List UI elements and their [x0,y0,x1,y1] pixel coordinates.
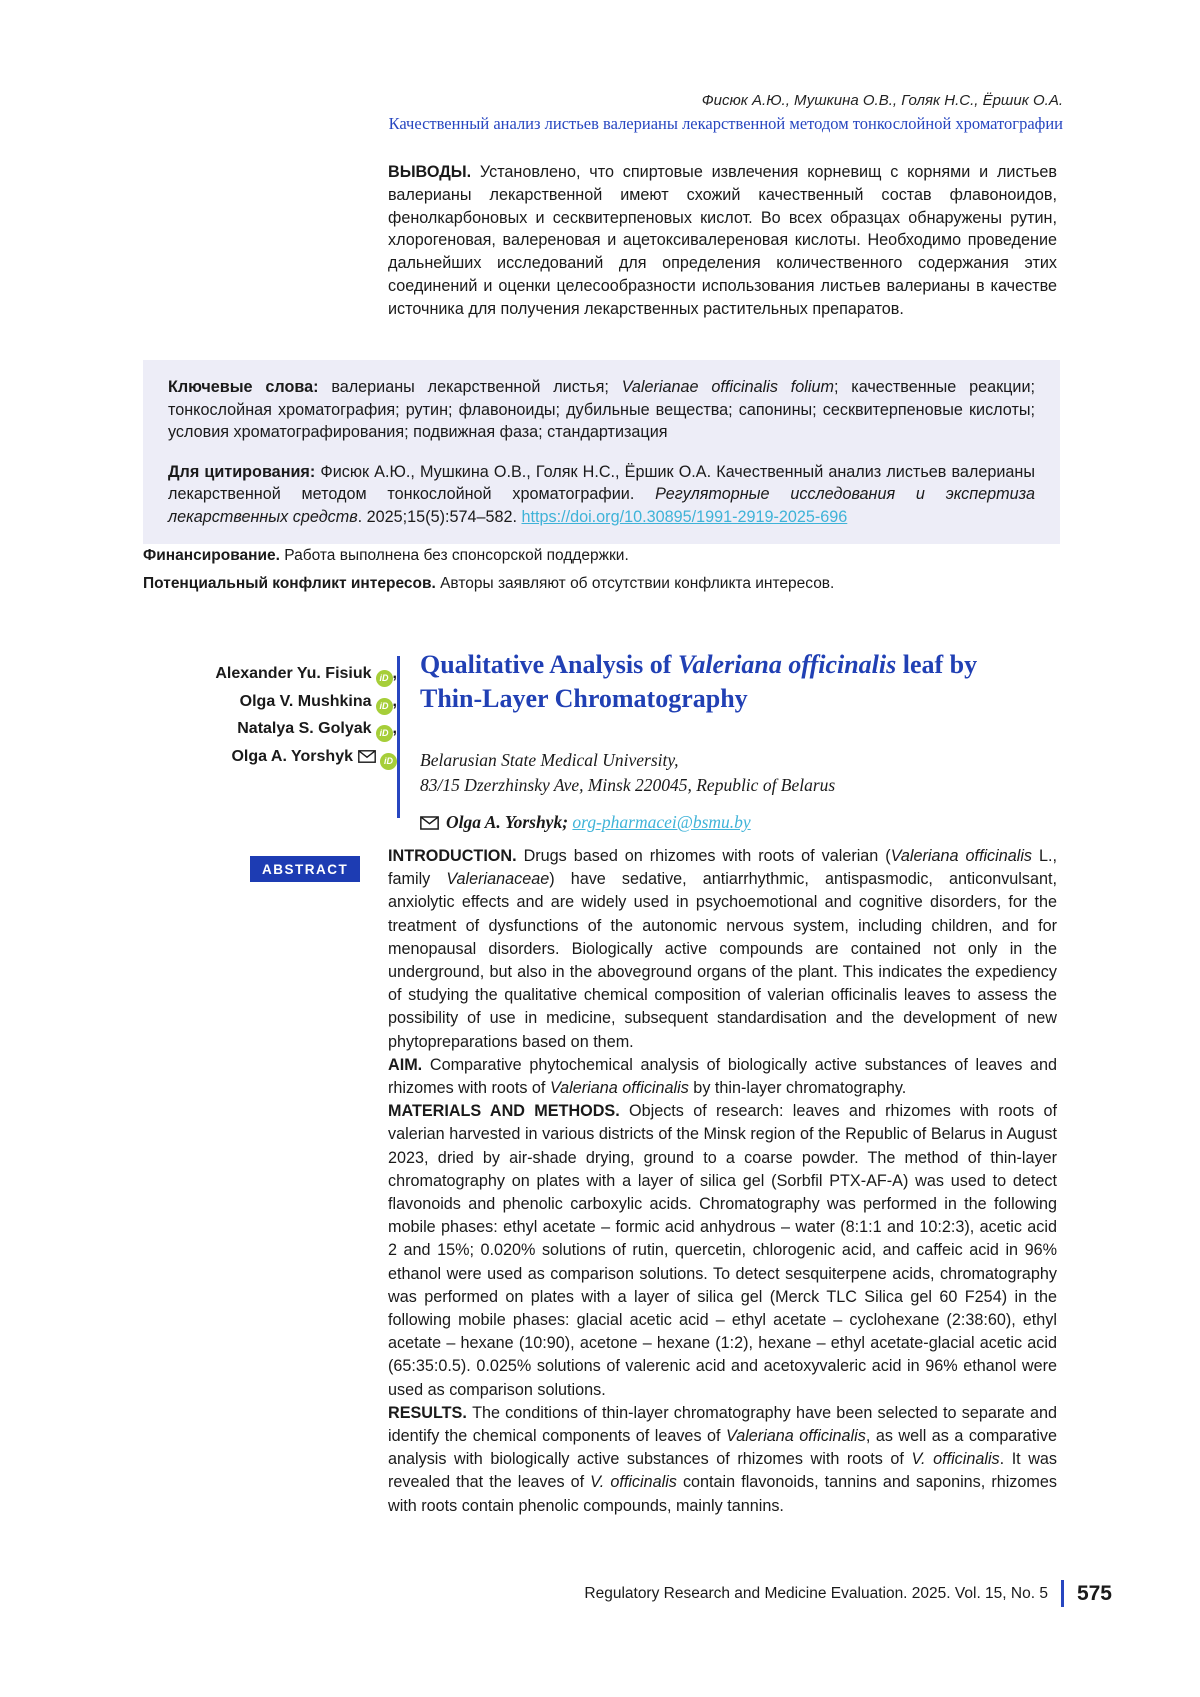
text-segment: Valeriana officinalis [726,1427,866,1446]
author-row [143,688,397,716]
keywords-paragraph [168,376,1035,444]
text-segment: by thin-layer chromatography. [688,1079,907,1098]
text-segment: Drugs based on rhizomes with roots of valerian ( [523,847,891,865]
text-segment: Работа выполнена без спонсорской поддержки. [284,547,629,564]
text-segment: Valerianaceae [446,870,550,889]
text-segment: Qualitative Analysis of [420,650,678,679]
running-head [143,92,1063,134]
author-name: Natalya S. Golyak [237,720,372,737]
abstract-results [388,1402,1057,1518]
email-link[interactable]: org-pharmacei@bsmu.by [572,812,751,832]
funding-conflict-block [143,545,1060,594]
text-segment: Регуляторные исследования и экспертиза лекарственных средств [168,485,1035,526]
author-row [143,660,397,688]
funding-line [143,545,1060,566]
orcid-icon[interactable]: iD [380,753,397,770]
affiliation [420,748,1020,797]
text-segment: AIM. [388,1055,430,1074]
text-segment: leaf by Thin-Layer Chromatography [420,650,978,713]
text-segment: Objects of research: leaves and rhizomes with roots of valerian harvested in various districts of the Minsk region of the Republic of Belarus in August 2023, dried by air-shade drying, ground to a coarse powder. The method of thin-layer chromatography on plates with a layer of silica gel (Sorbfil PTX-AF-A) was used to detect flavonoids and phenolic carboxylic acids. Chromatography was performed in the following mobile phases: ethyl acetate – formic acid anhydrous – water (8:1:1 and 10:2:3), acetic acid 2 and 15%; 0.020% solutions of rutin, quercetin, chlorogenic acid, and caffeic acid in 96% ethanol were used as comparison solutions. To detect sesquiterpene acids, chromatography was performed on plates with a layer of silica gel (Merck TLC Silica gel 60 F254) in the following mobile phases: glacial acetic acid – ethyl acetate – cyclohexane (2:38:60), ethyl acetate – hexane (10:90), acetone – hexane (1:2), hexane – ethyl acetate-glacial acetic acid (65:35:0.5). 0.025% solutions of valerenic acid and acetoxyvaleric acid in 96% ethanol were used as comparison solutions. [388,1102,1057,1399]
correspondence-line [420,812,1060,835]
author-name: Olga V. Mushkina [239,692,372,710]
text-segment: Valeriana officinalis [677,650,897,679]
text-segment: MATERIALS AND METHODS. [388,1102,630,1121]
abstract-badge: ABSTRACT [250,856,360,882]
affiliation-line: 83/15 Dzerzhinsky Ave, Minsk 220045, Republic of Belarus [420,774,836,795]
text-segment: валерианы лекарственной листья; [331,378,622,396]
text-segment: The conditions of thin-layer chromatography have been selected to separate and identify the chemical components of leaves of [388,1403,1057,1446]
correspondence-text [446,812,751,832]
author-separator: , [392,665,397,682]
text-segment: ВЫВОДЫ. [388,163,480,181]
orcid-icon[interactable]: iD [376,698,393,715]
orcid-icon[interactable]: iD [376,670,393,687]
envelope-icon [358,745,376,773]
abstract-introduction [388,845,1057,1054]
citation-paragraph [168,461,1035,529]
author-name: Olga A. Yorshyk [231,747,353,765]
author-name: Alexander Yu. Fisiuk [215,665,372,682]
footer-journal-info: Regulatory Research and Medicine Evaluation. 2025. Vol. 15, No. 5 [584,1584,1048,1602]
doi-link[interactable]: https://doi.org/10.30895/1991-2919-2025-696 [521,507,848,526]
running-head-title: Качественный анализ листьев валерианы лекарственной методом тонкослойной хроматографии [388,114,1063,133]
text-segment: RESULTS. [388,1403,473,1422]
article-title [420,648,1005,716]
author-separator: , [392,692,397,710]
correspondent-name: Olga A. Yorshyk; [446,812,573,832]
text-segment: Фисюк А.Ю., Мушкина О.В., Голяк Н.С., Ёршик О.А. Качественный анализ листьев валерианы лекарственной методом тонкослойной хроматографии. [168,462,1035,504]
text-segment: Потенциальный конфликт интересов. [143,575,441,592]
abstract-aim [388,1054,1057,1100]
text-segment: Comparative phytochemical analysis of biologically active substances of leaves and rhizomes with roots of [388,1055,1057,1098]
conflict-line [143,573,1060,594]
text-segment: contain flavonoids, tannins and saponins, rhizomes with roots contain phenolic compounds, mainly tannins. [388,1473,1057,1515]
page-number: 575 [1076,1581,1112,1605]
text-segment: Valerianae officinalis folium [621,378,834,396]
text-segment: L., family [388,847,1058,889]
orcid-icon[interactable]: iD [376,725,393,742]
text-segment: ) have sedative, antiarrhythmic, antispasmodic, anticonvulsant, anxiolytic effects and are widely used in psychoemotional and cognitive disorders, for the treatment of dysfunctions of the autonomic nervous system, including children, and for menopausal disorders. Biologically active compounds are contained not only in the underground, but also in the aboveground organs of the plant. This indicates the expediency of studying the qualitative chemical composition of valerian officinalis leaves to assess the possibility of use in medicine, subsequent standardisation and the development of new phytopreparations based on them. [388,870,1057,1051]
page-footer [584,1580,1112,1607]
text-segment: . 2025;15(5):574–582. [357,507,522,526]
author-list [143,660,397,772]
text-segment: V. officinalis [911,1450,1000,1469]
abstract-body [388,845,1057,1518]
author-row [143,743,397,773]
text-segment: ; качественные реакции; тонкослойная хроматография; рутин; флавоноиды; дубильные вещества; сапонины; сесквитерпеновые кислоты; условия хроматографирования; подвижная фаза; стандартизация [168,378,1036,442]
author-separator: , [392,720,397,737]
keywords-citation-block [143,360,1060,544]
affiliation-line: Belarusian State Medical University, [420,750,679,770]
text-segment: Установлено, что спиртовые извлечения корневищ с корнями и листьев валерианы лекарственной имеют схожий качественный состав флавоноидов, фенолкарбоновых и сесквитерпеновых кислот. Во всех образцах обнаружены рутин, хлорогеновая, валереновая и ацетоксивалереновая кислоты. Необходимо проведение дальнейших исследований для определения количественного содержания этих соединений и оценки целесообразности использования листьев валерианы в качестве источника для получения лекарственных растительных препаратов. [388,163,1057,318]
conclusions-paragraph-ru [388,161,1057,321]
text-segment: Авторы заявляют об отсутствии конфликта интересов. [440,575,835,592]
text-segment: Valeriana officinalis [890,847,1033,865]
abstract-materials-methods [388,1100,1057,1402]
text-segment: INTRODUCTION. [388,847,524,865]
running-head-authors: Фисюк А.Ю., Мушкина О.В., Голяк Н.С., Ёршик О.А. [701,92,1063,109]
text-segment: V. officinalis [590,1473,677,1492]
text-segment: Финансирование. [143,547,285,564]
envelope-icon [420,814,439,835]
text-segment: Ключевые слова: [168,378,332,396]
title-divider-rule [397,656,400,818]
text-segment: . It was revealed that the leaves of [388,1450,1058,1492]
author-row [143,715,397,743]
footer-divider-bar [1061,1580,1064,1607]
text-segment: , as well as a comparative analysis with biologically active substances of rhizomes with roots of [388,1427,1057,1469]
text-segment: Для цитирования: [168,462,321,481]
text-segment: Valeriana officinalis [549,1079,689,1098]
